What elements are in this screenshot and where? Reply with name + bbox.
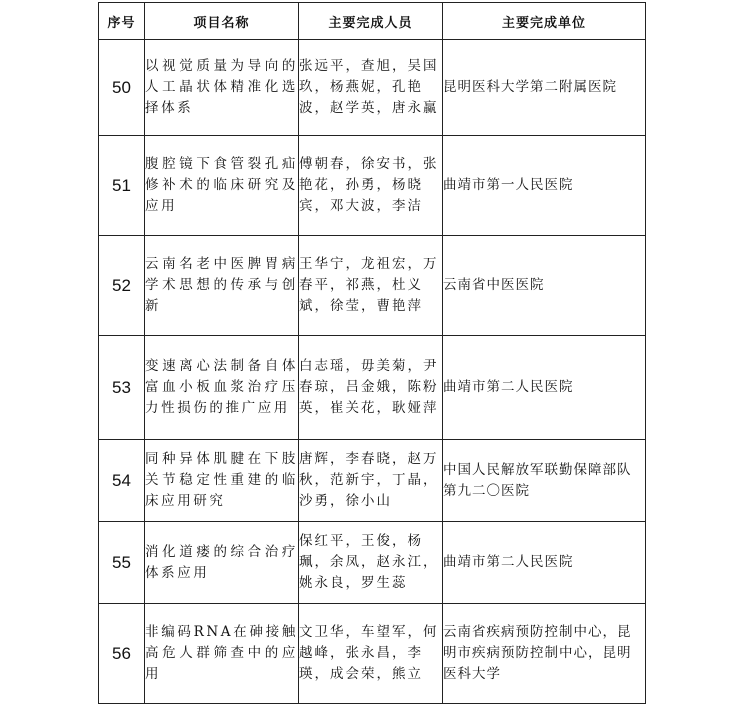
people-cell (299, 136, 443, 236)
project-name-cell (145, 136, 299, 236)
unit-cell (443, 40, 646, 136)
project-name-cell (145, 40, 299, 136)
project-name: 同种异体肌腱在下肢关节稳定性重建的临床应用研究 (145, 451, 298, 509)
project-name-cell (145, 440, 299, 522)
row-number: 56 (99, 604, 145, 704)
main-unit: 曲靖市第一人民医院 (443, 177, 574, 193)
unit-cell (443, 236, 646, 336)
row-number: 54 (99, 440, 145, 522)
project-name-cell (145, 236, 299, 336)
people-cell (299, 336, 443, 440)
row-number: 53 (99, 336, 145, 440)
main-people: 唐辉，李春晓，赵万秋，范新宇，丁晶，沙勇，徐小山 (299, 451, 439, 509)
header-main-people: 主要完成人员 (299, 3, 443, 40)
project-name: 非编码RNA在砷接触高危人群筛查中的应用 (145, 624, 298, 682)
main-unit: 曲靖市第二人民医院 (443, 379, 574, 395)
table-row (99, 336, 646, 440)
main-people: 文卫华，车望军，何越峰，张永昌，李瑛，成会荣，熊立 (299, 624, 439, 682)
table-row (99, 236, 646, 336)
main-people: 白志瑶，毋美菊，尹春琼，吕金娥，陈粉英，崔关花，耿娅萍 (299, 358, 439, 416)
award-table (98, 2, 646, 704)
table-row (99, 604, 646, 704)
header-main-units: 主要完成单位 (443, 3, 646, 40)
header-project-name: 项目名称 (145, 3, 299, 40)
main-unit: 中国人民解放军联勤保障部队第九二〇医院 (443, 461, 632, 499)
people-cell (299, 604, 443, 704)
unit-cell (443, 522, 646, 604)
people-cell (299, 522, 443, 604)
unit-cell (443, 136, 646, 236)
project-name: 云南名老中医脾胃病学术思想的传承与创新 (145, 256, 298, 314)
table-header-row (99, 3, 646, 40)
project-name: 变速离心法制备自体富血小板血浆治疗压力性损伤的推广应用 (145, 358, 298, 416)
row-number: 51 (99, 136, 145, 236)
table-row (99, 522, 646, 604)
main-people: 傅朝春，徐安书，张艳花，孙勇，杨晓宾，邓大波，李洁 (299, 156, 439, 214)
main-unit: 云南省中医医院 (443, 277, 545, 293)
main-people: 保红平，王俊，杨珮，余凤，赵永江，姚永良，罗生蕊 (299, 533, 439, 591)
people-cell (299, 236, 443, 336)
row-number: 50 (99, 40, 145, 136)
main-unit: 曲靖市第二人民医院 (443, 554, 574, 570)
main-unit: 云南省疾病预防控制中心，昆明市疾病预防控制中心，昆明医科大学 (443, 624, 632, 682)
main-people: 张远平，查旭，吴国玖，杨燕妮，孔艳波，赵学英，唐永赢 (299, 58, 439, 116)
row-number: 52 (99, 236, 145, 336)
project-name: 消化道瘘的综合治疗体系应用 (145, 543, 298, 581)
project-name-cell (145, 604, 299, 704)
project-name-cell (145, 336, 299, 440)
table-row (99, 40, 646, 136)
project-name: 腹腔镜下食管裂孔疝修补术的临床研究及应用 (145, 156, 298, 214)
main-people: 王华宁，龙祖宏，万春平，祁燕，杜义斌，徐莹，曹艳萍 (299, 256, 439, 314)
unit-cell (443, 440, 646, 522)
main-unit: 昆明医科大学第二附属医院 (443, 79, 617, 95)
row-number: 55 (99, 522, 145, 604)
table-row (99, 136, 646, 236)
project-name-cell (145, 522, 299, 604)
unit-cell (443, 604, 646, 704)
table-row (99, 440, 646, 522)
header-number: 序号 (99, 3, 145, 40)
unit-cell (443, 336, 646, 440)
people-cell (299, 440, 443, 522)
project-name: 以视觉质量为导向的人工晶状体精准化选择体系 (145, 58, 298, 116)
people-cell (299, 40, 443, 136)
